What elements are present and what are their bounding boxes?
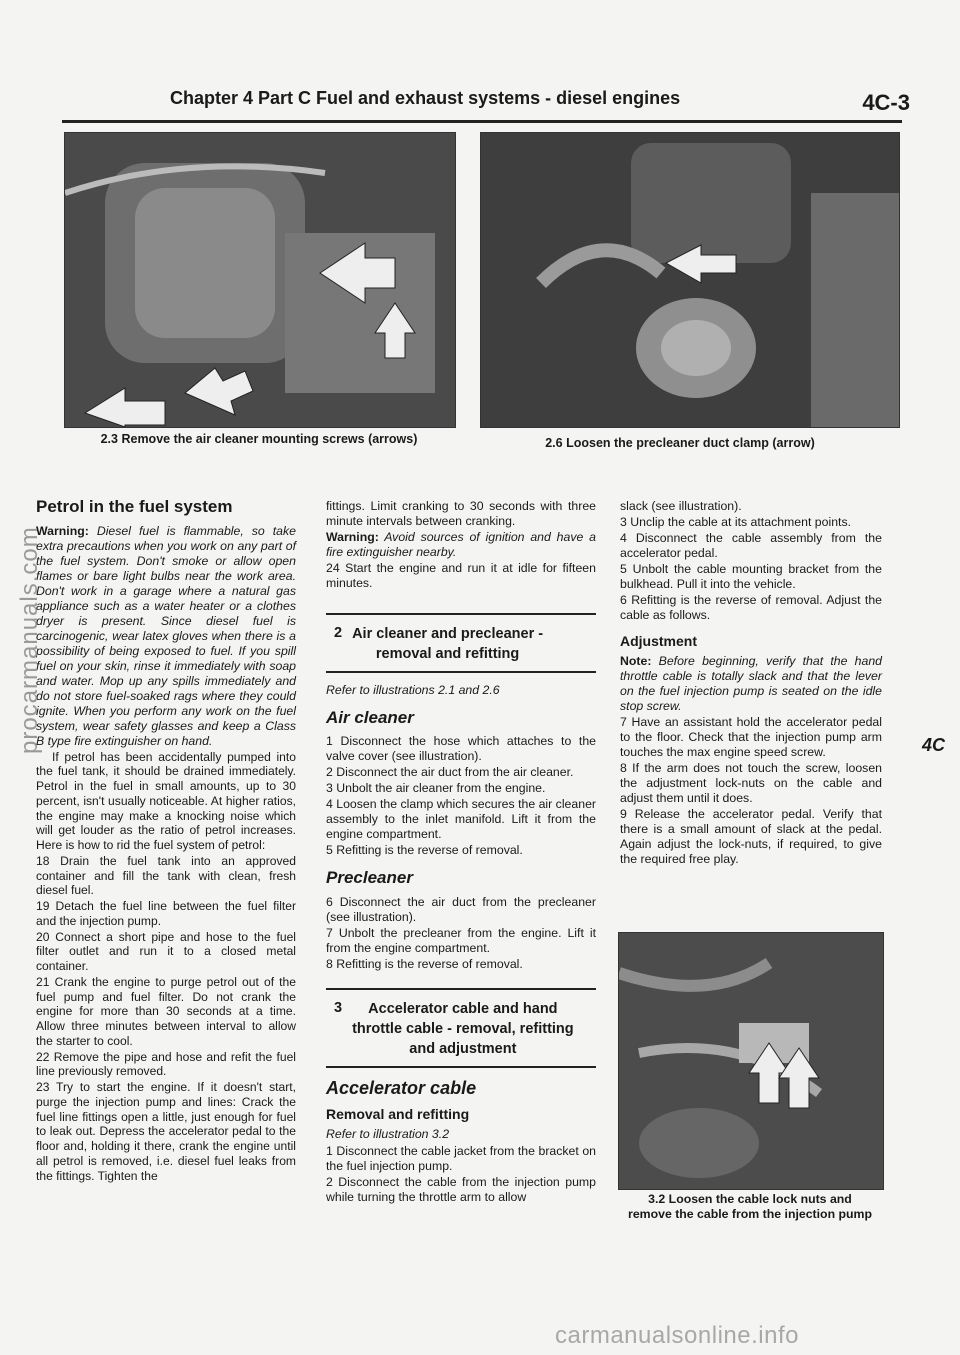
caption-2-3: 2.3 Remove the air cleaner mounting screws (arrows) xyxy=(100,432,418,446)
warning-label-2: Warning: xyxy=(326,530,379,544)
chapter-tab: 4C xyxy=(922,735,946,755)
warning-text: Diesel fuel is flammable, so take extra precautions when you work on any part of the fuel system. Don't smoke or allow open flames or bare light bulbs near the work area. Don't work in a garage where a natural gas appliance such as a water heater or a clothes dryer is present. Since diesel fuel is carcinogenic, wear latex gloves when there is a possibility of being exposed to fuel. If you spill fuel on your skin, rinse it immediately with soap and water. Mop up any spills immediately and do not store fuel-soaked rags where they could ignite. When you perform any work on the fuel system, wear safety glasses and keep a Class B type fire extinguisher on hand. xyxy=(36,523,296,748)
step-9: 9 Release the accelerator pedal. Verify that there is a small amount of slack at the pedal. Again adjust the lock-nuts, if required, to give the required free play. xyxy=(620,807,882,867)
step-24: 24 Start the engine and run it at idle for fifteen minutes. xyxy=(326,561,596,590)
photo-air-cleaner xyxy=(64,132,456,428)
step-5: 5 Unbolt the cable mounting bracket from the bulkhead. Pull it into the vehicle. xyxy=(620,562,882,591)
pre-step-8: 8 Refitting is the reverse of removal. xyxy=(326,957,523,972)
bottom-watermark: carmanualsonline.info xyxy=(555,1322,799,1349)
intro-paragraph: If petrol has been accidentally pumped into the fuel tank, it should be drained immediately. Petrol in the fuel in small amounts, up to 30 percent, isn't usually noticeable. At higher ratios, the engine may make a knocking noise which will get louder as the ratio of petrol increases. Here is how to rid the fuel system of petrol: xyxy=(36,749,296,853)
heading-precleaner: Precleaner xyxy=(326,868,413,888)
step-6: 6 Refitting is the reverse of removal. Adjust the cable as follows. xyxy=(620,593,882,622)
header-rule xyxy=(62,120,902,123)
continuation-text: fittings. Limit cranking to 30 seconds with three minute intervals between cranking. xyxy=(326,499,596,528)
air-step-1: 1 Disconnect the hose which attaches to the valve cover (see illustration). xyxy=(326,734,596,764)
rr-step-2: 2 Disconnect the cable from the injection pump while turning the throttle arm to allow xyxy=(326,1174,596,1204)
section-2-reference: Refer to illustrations 2.1 and 2.6 xyxy=(326,682,500,697)
column-1 xyxy=(36,497,296,1184)
section-3-heading xyxy=(326,1000,596,1060)
section-3-number: 3 xyxy=(334,1000,343,1017)
pre-step-7: 7 Unbolt the precleaner from the engine. Lift it from the engine compartment. xyxy=(326,926,596,956)
step-22: 22 Remove the pipe and hose and refit the fuel line previously removed. xyxy=(36,1049,296,1079)
section-2-title-line1: Air cleaner and precleaner - xyxy=(352,626,544,642)
note-label: Note: xyxy=(620,654,652,669)
step-3: 3 Unclip the cable at its attachment points. xyxy=(620,515,852,529)
step-4: 4 Disconnect the cable assembly from the accelerator pedal. xyxy=(620,531,882,560)
column-2 xyxy=(326,499,596,1206)
step-21: 21 Crank the engine to purge petrol out of the fuel pump and fuel filter. Do not crank the engine for more than 30 seconds at a time. Allow three minutes between interval to allow the starter to cool. xyxy=(36,974,296,1048)
side-watermark: procarmanuals.com xyxy=(16,526,43,754)
section-rule xyxy=(326,671,596,673)
caption-2-6: 2.6 Loosen the precleaner duct clamp (arrow) xyxy=(545,436,815,450)
page-number: 4C-3 xyxy=(862,90,910,115)
air-step-2: 2 Disconnect the air duct from the air cleaner. xyxy=(326,765,574,780)
heading-accelerator-cable: Accelerator cable xyxy=(326,1077,477,1098)
heading-air-cleaner: Air cleaner xyxy=(326,707,414,727)
warning-paragraph-2 xyxy=(326,530,596,560)
step-19: 19 Detach the fuel line between the fuel filter and the injection pump. xyxy=(36,899,296,928)
section-rule xyxy=(326,1066,596,1068)
section-rule xyxy=(326,988,596,990)
warning-paragraph xyxy=(36,524,296,749)
note-text: Before beginning, verify that the hand throttle cable is totally slack and that the lever on the fuel injection pump is seated on the idle stop screw. xyxy=(620,654,883,714)
photo-accelerator-cable xyxy=(618,932,884,1190)
section-3-title-line3: and adjustment xyxy=(409,1040,517,1057)
section-3-title-line1: Accelerator cable and hand xyxy=(368,1001,558,1018)
page-header xyxy=(170,88,910,118)
heading-petrol: Petrol in the fuel system xyxy=(36,497,233,516)
section-2-heading xyxy=(326,625,596,665)
step-23: 23 Try to start the engine. If it doesn't start, purge the injection pump and lines: Crack the fuel line fittings open a little, just enough for fuel to leak out. Depress the accelerator pedal to the floor and, holding it there, crank the engine until all petrol is removed, i.e. diesel fuel leaks from the fittings. Tighten the xyxy=(36,1080,296,1183)
caption-3-2 xyxy=(612,1192,888,1223)
step-8: 8 If the arm does not touch the screw, loosen the adjustment lock-nuts on the cable and adjust them until it does. xyxy=(620,761,882,806)
air-step-5: 5 Refitting is the reverse of removal. xyxy=(326,843,523,858)
continuation-slack: slack (see illustration). xyxy=(620,499,742,513)
section-3-title-line2: throttle cable - removal, refitting xyxy=(352,1021,574,1037)
section-2-number: 2 xyxy=(334,625,343,641)
warning-label: Warning: xyxy=(36,523,89,538)
step-20: 20 Connect a short pipe and hose to the fuel filter outlet and run it to a closed metal container. xyxy=(36,929,296,974)
caption-3-2-line1: 3.2 Loosen the cable lock nuts and xyxy=(648,1192,852,1206)
air-step-4: 4 Loosen the clamp which secures the air cleaner assembly to the inlet manifold. Lift it from the engine compartment. xyxy=(326,797,596,842)
heading-removal-refitting: Removal and refitting xyxy=(326,1105,470,1122)
rr-step-1: 1 Disconnect the cable jacket from the bracket on the fuel injection pump. xyxy=(326,1143,596,1173)
warning-text-2: Avoid sources of ignition and have a fire extinguisher nearby. xyxy=(326,530,596,559)
removal-reference: Refer to illustration 3.2 xyxy=(326,1126,450,1141)
note-paragraph xyxy=(620,654,882,714)
photo-precleaner xyxy=(480,132,900,428)
step-18: 18 Drain the fuel tank into an approved container and fill the tank with clean, fresh diesel fuel. xyxy=(36,853,296,898)
heading-adjustment: Adjustment xyxy=(620,633,697,649)
chapter-title: Chapter 4 Part C Fuel and exhaust systems - diesel engines xyxy=(170,88,681,108)
section-rule xyxy=(326,613,596,615)
air-step-3: 3 Unbolt the air cleaner from the engine. xyxy=(326,781,546,796)
step-7: 7 Have an assistant hold the accelerator pedal to the floor. Check that the injection pump arm touches the max engine speed screw. xyxy=(620,715,882,760)
pre-step-6: 6 Disconnect the air duct from the precleaner (see illustration). xyxy=(326,895,596,925)
section-2-title-line2: removal and refitting xyxy=(375,645,520,662)
column-3 xyxy=(620,499,882,868)
caption-3-2-line2: remove the cable from the injection pump xyxy=(628,1207,872,1222)
